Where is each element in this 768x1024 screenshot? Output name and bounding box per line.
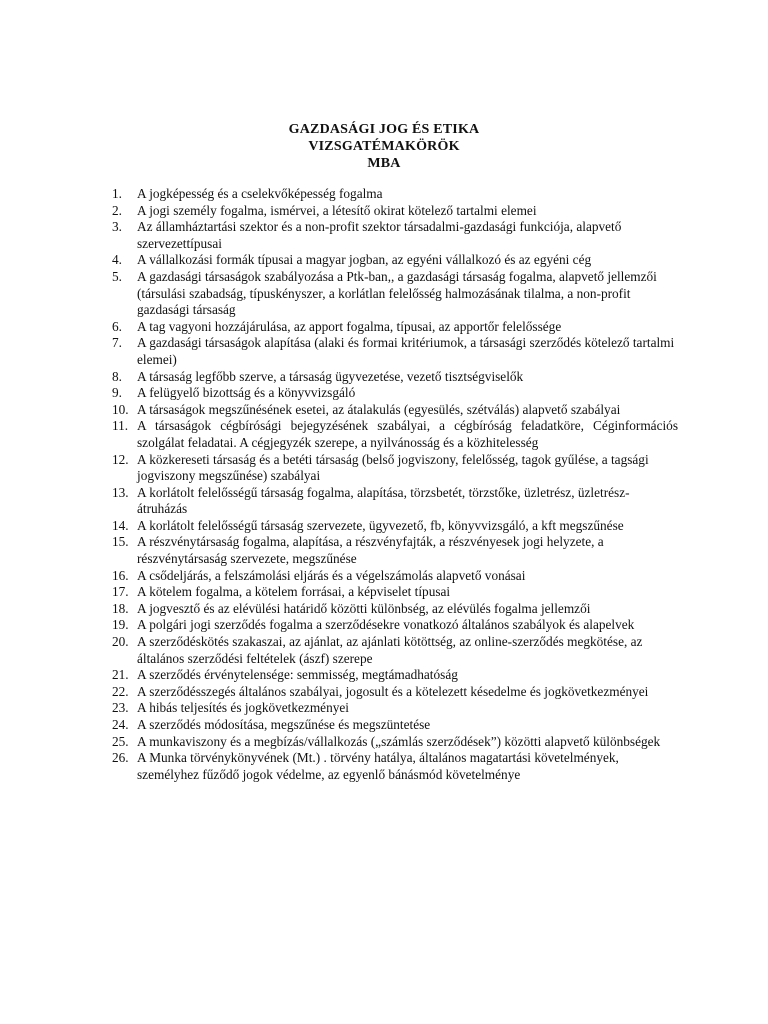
topic-text: A korlátolt felelősségű társaság szervezete, ügyvezető, fb, könyvvizsgáló, a kft megszűnése — [137, 517, 624, 533]
topic-item — [112, 750, 678, 783]
document-subtitle: VIZSGATÉMAKÖRÖK — [308, 139, 460, 154]
topic-item — [112, 252, 678, 269]
topic-item — [112, 452, 678, 485]
topic-number: 6. — [112, 318, 122, 334]
topic-item — [112, 634, 678, 667]
topic-number: 1. — [112, 186, 122, 201]
topic-item — [112, 734, 678, 751]
topic-item — [112, 534, 678, 567]
topic-number: 23. — [112, 700, 129, 716]
topic-text: A Munka törvénykönyvének (Mt.) . törvény hatálya, általános magatartási követelmények, személyhez fűződő jogok védelme, az egyenlő bánásmód követelménye — [137, 750, 619, 782]
topic-number: 21. — [112, 667, 129, 683]
topic-item — [112, 418, 678, 451]
topic-number: 10. — [112, 401, 129, 417]
topic-number: 5. — [112, 268, 122, 284]
topic-number: 18. — [112, 600, 129, 616]
topic-number: 2. — [112, 202, 122, 218]
topic-number: 22. — [112, 683, 129, 699]
topic-item — [112, 601, 678, 618]
topic-text: A tag vagyoni hozzájárulása, az apport fogalma, típusai, az apportőr felelőssége — [137, 318, 562, 334]
topic-item — [112, 385, 678, 402]
topic-text: A közkereseti társaság és a betéti társaság (belső jogviszony, felelősség, tagok gyűlése, a tagsági jogviszony megszűnése) szabályai — [137, 451, 649, 484]
topic-number: 16. — [112, 567, 129, 583]
topic-text: A csődeljárás, a felszámolási eljárás és a végelszámolás alapvető vonásai — [137, 567, 526, 583]
topic-text: A szerződéskötés szakaszai, az ajánlat, az ajánlati kötöttség, az online-szerződés megkötése, az általános szerződési feltételek (ászf) szerepe — [137, 634, 643, 666]
topic-text: A korlátolt felelősségű társaság fogalma, alapítása, törzsbetét, törzstőke, üzletrész, üzletrész-átruházás — [137, 484, 630, 517]
topic-number: 13. — [112, 484, 129, 500]
document-title: GAZDASÁGI JOG ÉS ETIKA — [288, 122, 480, 137]
topic-item — [112, 584, 678, 601]
topic-item — [112, 219, 678, 252]
topic-number: 15. — [112, 534, 129, 550]
topic-number: 11. — [112, 418, 129, 434]
topic-item — [112, 568, 678, 585]
topic-number: 17. — [112, 584, 129, 600]
topic-number: 14. — [112, 517, 129, 533]
topic-text: A gazdasági társaságok szabályozása a Ptk-ban,, a gazdasági társaság fogalma, alapvető jellemzői (társulási szabadság, típuskényszer, a korlátlan felelősség halmozásának tilalma, a non-profit gazdasági társaság — [137, 268, 657, 318]
topic-item — [112, 203, 678, 220]
topic-number: 24. — [112, 717, 129, 732]
topic-item — [112, 369, 678, 386]
topic-text: Az államháztartási szektor és a non-profit szektor társadalmi-gazdasági funkciója, alapvető szervezettípusai — [137, 219, 622, 251]
topic-item — [112, 269, 678, 319]
topic-item — [112, 617, 678, 634]
topic-text: A felügyelő bizottság és a könyvvizsgáló — [137, 385, 356, 401]
topic-number: 9. — [112, 385, 122, 401]
topic-text: A hibás teljesítés és jogkövetkezményei — [137, 700, 349, 716]
topic-text: A kötelem fogalma, a kötelem forrásai, a képviselet típusai — [137, 584, 451, 600]
topic-item — [112, 485, 678, 518]
topic-text: A jogi személy fogalma, ismérvei, a létesítő okirat kötelező tartalmi elemei — [137, 202, 537, 218]
topic-number: 19. — [112, 617, 129, 633]
topic-text: A társaság legfőbb szerve, a társaság ügyvezetése, vezető tisztségviselők — [137, 368, 524, 384]
topic-text: A munkaviszony és a megbízás/vállalkozás („számlás szerződések”) közötti alapvető különbségek — [137, 733, 661, 749]
topic-item — [112, 186, 678, 203]
document-program: MBA — [367, 156, 401, 171]
topic-text: A jogvesztő és az elévülési határidő közötti különbség, az elévülés fogalma jellemzői — [137, 600, 591, 616]
topic-item — [112, 700, 678, 717]
topic-text: A gazdasági társaságok alapítása (alaki és formai kritériumok, a társasági szerződés kötelező tartalmi elemei) — [137, 335, 675, 367]
topic-number: 20. — [112, 634, 129, 650]
topic-text: A társaságok cégbírósági bejegyzésének szabályai, a cégbíróság feladatköre, Céginformációs szolgálat feladatai. A cégjegyzék szerepe, a nyilvánosság és a közhitelesség — [137, 418, 678, 450]
topic-item — [112, 684, 678, 701]
topic-text: A vállalkozási formák típusai a magyar jogban, az egyéni vállalkozó és az egyéni cég — [137, 252, 592, 268]
topic-text: A szerződés érvénytelensége: semmisség, megtámadhatóság — [137, 667, 458, 683]
topic-text: A polgári jogi szerződés fogalma a szerződésekre vonatkozó általános szabályok és alapelvek — [137, 617, 635, 633]
topic-text: A szerződés módosítása, megszűnése és megszüntetése — [137, 717, 431, 732]
topic-number: 12. — [112, 451, 129, 467]
topic-number: 4. — [112, 252, 122, 268]
topic-item — [112, 319, 678, 336]
topic-number: 8. — [112, 368, 122, 384]
topic-list — [112, 186, 678, 783]
topic-item — [112, 335, 678, 368]
topic-item — [112, 402, 678, 419]
topic-number: 26. — [112, 750, 129, 766]
topic-item — [112, 667, 678, 684]
topic-item — [112, 717, 678, 734]
topic-number: 25. — [112, 733, 129, 749]
topic-item — [112, 518, 678, 535]
topic-number: 7. — [112, 335, 122, 351]
topic-text: A jogképesség és a cselekvőképesség fogalma — [137, 186, 383, 201]
topic-text: A társaságok megszűnésének esetei, az átalakulás (egyesülés, szétválás) alapvető szabályai — [137, 401, 621, 417]
topic-text: A szerződésszegés általános szabályai, jogosult és a kötelezett késedelme és jogkövetkezményei — [137, 683, 649, 699]
topic-text: A részvénytársaság fogalma, alapítása, a részvényfajták, a részvényesek jogi helyzete, a részvénytársaság szervezete, megszűnése — [137, 534, 604, 567]
topic-number: 3. — [112, 219, 122, 235]
